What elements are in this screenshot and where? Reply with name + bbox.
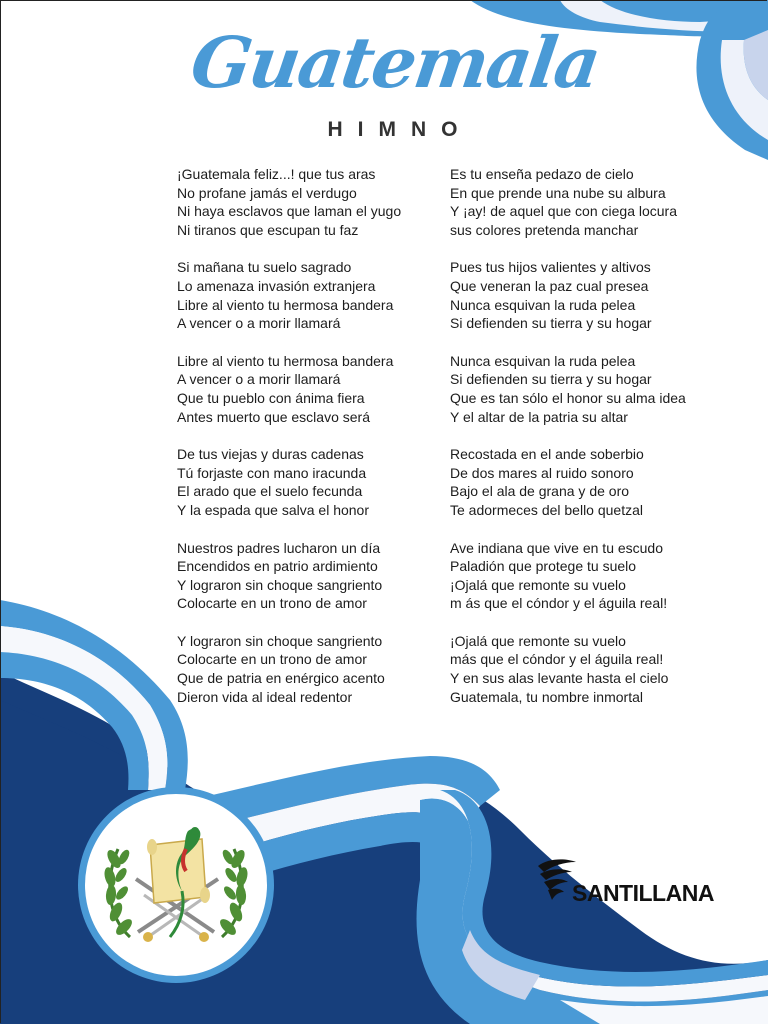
- verse-line: Recostada en el ande soberbio: [450, 446, 644, 463]
- verse-line: Nunca esquivan la ruda pelea: [450, 296, 636, 313]
- verse-line: sus colores pretenda manchar: [450, 221, 639, 238]
- verse-line: Y el altar de la patria su altar: [450, 408, 628, 425]
- verse-line: Dieron vida al ideal redentor: [177, 688, 353, 705]
- verse-line: Lo amenaza invasión extranjera: [177, 277, 376, 294]
- verse-line: Ave indiana que vive en tu escudo: [450, 539, 664, 556]
- stanza: [177, 539, 437, 613]
- verse-line: Colocarte en un trono de amor: [177, 595, 367, 612]
- verse-line: En que prende una nube su albura: [450, 184, 666, 201]
- verse-line: Nunca esquivan la ruda pelea: [450, 352, 636, 369]
- coat-of-arms-emblem: [78, 787, 274, 983]
- verse-line: Libre al viento tu hermosa bandera: [177, 352, 394, 369]
- verse-line: Es tu enseña pedazo de cielo: [450, 166, 634, 182]
- anthem-left-column: [177, 165, 437, 725]
- verse-line: Que veneran la paz cual presea: [450, 277, 649, 294]
- verse-line: Tú forjaste con mano iracunda: [177, 464, 367, 481]
- coat-of-arms-icon: [78, 787, 274, 983]
- santillana-logo: [534, 856, 724, 916]
- verse-line: Ni haya esclavos que laman el yugo: [177, 203, 402, 220]
- stanza: [177, 632, 437, 706]
- verse-line: De tus viejas y duras cadenas: [177, 446, 364, 463]
- verse-line: A vencer o a morir llamará: [177, 315, 341, 332]
- stanza: [450, 632, 730, 706]
- verse-line: No profane jamás el verdugo: [177, 184, 357, 201]
- verse-line: Si mañana tu suelo sagrado: [177, 259, 352, 276]
- stanza: [177, 352, 437, 426]
- verse-line: ¡Ojalá que remonte su vuelo: [450, 632, 626, 649]
- verse-line: Bajo el ala de grana y de oro: [450, 483, 630, 500]
- verse-line: Colocarte en un trono de amor: [177, 651, 367, 668]
- verse-line: Libre al viento tu hermosa bandera: [177, 296, 394, 313]
- verse-line: más que el cóndor y el águila real!: [450, 651, 664, 668]
- stanza: [450, 445, 730, 519]
- verse-line: ¡Guatemala feliz...! que tus aras: [177, 166, 376, 182]
- verse-line: Paladión que protege tu suelo: [450, 558, 637, 575]
- verse-line: ¡Ojalá que remonte su vuelo: [450, 576, 626, 593]
- verse-line: Y en sus alas levante hasta el cielo: [450, 670, 669, 687]
- stanza: [177, 445, 437, 519]
- verse-line: Nuestros padres lucharon un día: [177, 539, 381, 556]
- verse-line: Te adormeces del bello quetzal: [450, 501, 644, 518]
- verse-line: Si defienden su tierra y su hogar: [450, 371, 652, 388]
- verse-line: Encendidos en patrio ardimiento: [177, 558, 378, 575]
- verse-line: Y lograron sin choque sangriento: [177, 576, 383, 593]
- verse-line: Y ¡ay! de aquel que con ciega locura: [450, 203, 678, 220]
- stanza: [450, 352, 730, 426]
- verse-line: Ni tiranos que escupan tu faz: [177, 221, 359, 238]
- verse-line: A vencer o a morir llamará: [177, 371, 341, 388]
- verse-line: Que tu pueblo con ánima fiera: [177, 389, 365, 406]
- page-title: Guatemala: [186, 21, 605, 104]
- verse-line: Que de patria en enérgico acento: [177, 670, 385, 687]
- verse-line: Si defienden su tierra y su hogar: [450, 315, 652, 332]
- verse-line: Y la espada que salva el honor: [177, 501, 369, 518]
- stanza: [177, 258, 437, 332]
- stanza: [450, 539, 730, 613]
- stanza: [450, 258, 730, 332]
- verse-line: Pues tus hijos valientes y altivos: [450, 259, 651, 276]
- verse-line: m ás que el cóndor y el águila real!: [450, 595, 668, 612]
- verse-line: El arado que el suelo fecunda: [177, 483, 363, 500]
- verse-line: Que es tan sólo el honor su alma idea: [450, 389, 686, 406]
- page-subtitle: HIMNO: [327, 118, 473, 141]
- stanza: [450, 165, 730, 239]
- brand-name: SANTILLANA: [572, 880, 714, 906]
- verse-line: Guatemala, tu nombre inmortal: [450, 688, 643, 705]
- verse-line: De dos mares al ruido sonoro: [450, 464, 634, 481]
- verse-line: Antes muerto que esclavo será: [177, 408, 370, 425]
- anthem-right-column: [450, 165, 730, 725]
- verse-line: Y lograron sin choque sangriento: [177, 632, 383, 649]
- stanza: [177, 165, 437, 239]
